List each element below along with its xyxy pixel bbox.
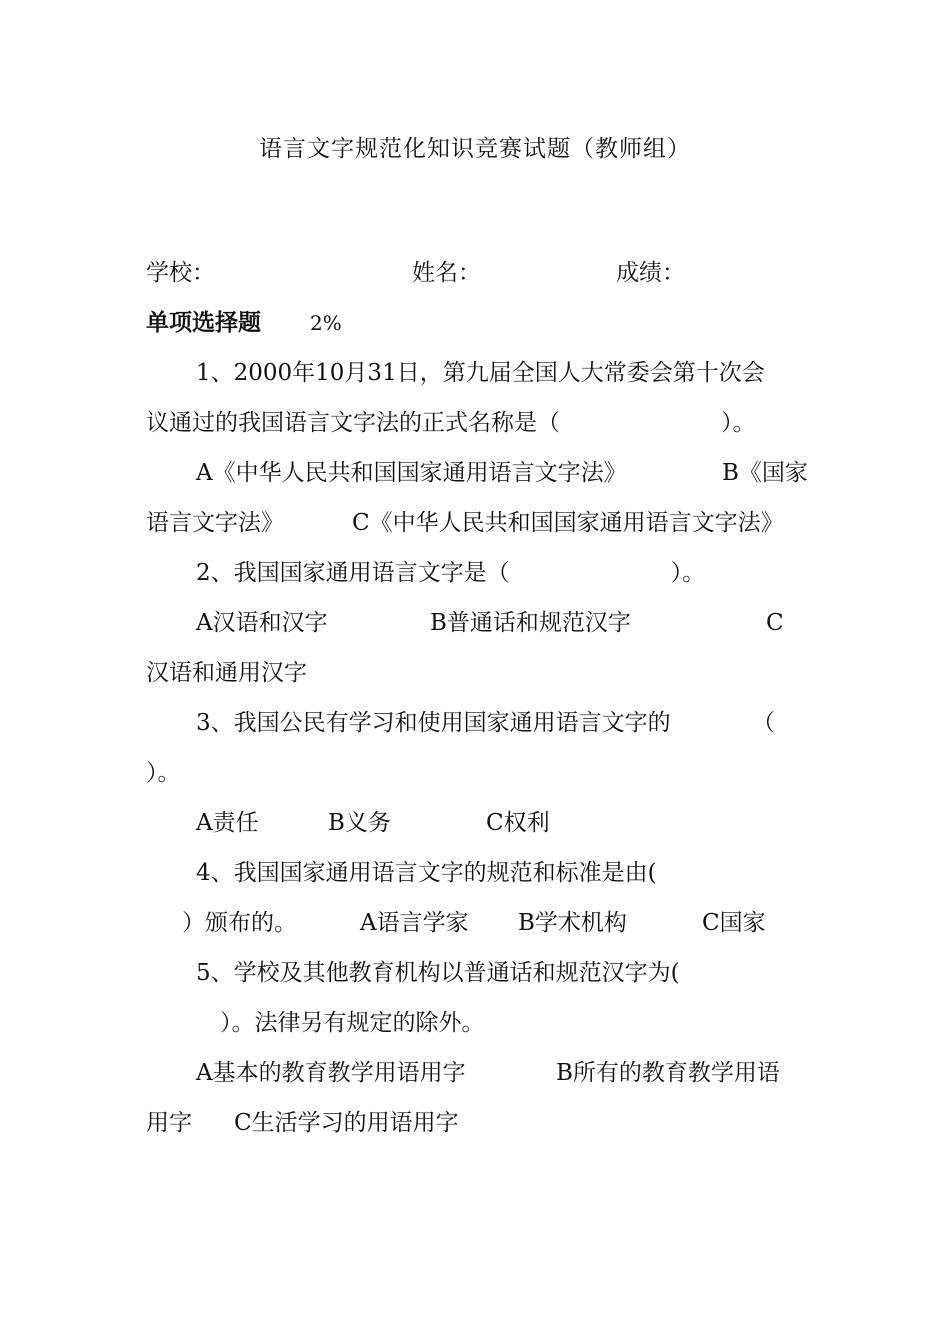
q1-stem-line2: 议通过的我国语言文字法的正式名称是（ ）。 — [146, 410, 756, 436]
q1-stem-line1: 1、2000年10月31日，第九届全国人大常委会第十次会 — [196, 360, 765, 386]
q4-stem: 4、我国国家通用语言文字的规范和标准是由( — [196, 860, 657, 886]
q4-stem-line2: ）颁布的。 — [182, 910, 297, 936]
q3-option-c: C权利 — [486, 810, 550, 836]
q2-option-c-letter: C — [766, 610, 784, 636]
q5-option-b-part1: B所有的教育教学用语 — [556, 1060, 780, 1086]
q3-stem: 3、我国公民有学习和使用国家通用语言文字的 — [196, 710, 671, 736]
q1-option-c: C《中华人民共和国国家通用语言文字法》 — [352, 510, 784, 536]
q3-paren-open: （ — [752, 710, 775, 736]
school-label: 学校： — [146, 260, 215, 286]
q2-option-b: B普通话和规范汉字 — [430, 610, 631, 636]
q3-option-a: A责任 — [196, 810, 259, 836]
q2-stem: 2、我国国家通用语言文字是（ ）。 — [196, 560, 706, 586]
page-title: 语言文字规范化知识竞赛试题（教师组） — [259, 136, 691, 162]
q5-stem: 5、学校及其他教育机构以普通话和规范汉字为( — [196, 960, 680, 986]
q5-option-c: C生活学习的用语用字 — [234, 1110, 459, 1136]
q4-option-a: A语言学家 — [360, 910, 469, 936]
q4-option-b: B学术机构 — [518, 910, 627, 936]
q5-option-a: A基本的教育教学用语用字 — [196, 1060, 466, 1086]
q2-option-c-text: 汉语和通用汉字 — [146, 660, 307, 686]
score-label: 成绩： — [616, 260, 685, 286]
q5-option-b-part2: 用字 — [146, 1110, 192, 1136]
q3-option-b: B义务 — [328, 810, 391, 836]
q5-stem-line2: ）。法律另有规定的除外。 — [220, 1010, 485, 1036]
q2-option-a: A汉语和汉字 — [196, 610, 328, 636]
name-label: 姓名： — [412, 260, 481, 286]
section-points: 2% — [310, 311, 342, 335]
q3-stem-line2: ）。 — [146, 760, 181, 786]
q1-option-b-part1: B《国家 — [722, 460, 808, 486]
section-heading: 单项选择题 — [146, 310, 261, 336]
q4-option-c: C国家 — [702, 910, 766, 936]
q1-option-a: A《中华人民共和国国家通用语言文字法》 — [196, 460, 627, 486]
q1-option-b-part2: 语言文字法》 — [146, 510, 284, 536]
